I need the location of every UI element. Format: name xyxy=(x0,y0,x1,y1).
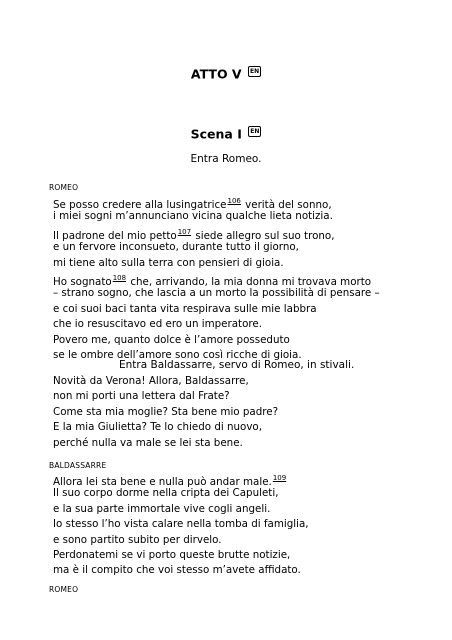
verse-line xyxy=(53,271,413,286)
verse-text: verità del sonno, xyxy=(241,199,332,211)
scene-english-link[interactable]: EN xyxy=(250,128,260,135)
speaker-romeo-next: ROMEO xyxy=(49,585,79,594)
stage-direction-enter-baldassarre: Entra Baldassarre, servo di Romeo, in stivali. xyxy=(119,359,355,371)
verse-line xyxy=(53,533,413,548)
verse-block-baldassarre xyxy=(53,471,413,579)
verse-line xyxy=(53,209,413,224)
verse-text: Io stesso l’ho vista calare nella tomba di famiglia, xyxy=(53,518,309,531)
verse-text: che io resuscitavo ed ero un imperatore. xyxy=(53,318,263,331)
verse-line xyxy=(53,436,413,451)
stage-direction-enter-romeo: Entra Romeo. xyxy=(190,153,262,165)
scene-heading xyxy=(0,126,452,143)
verse-text: E la mia Giulietta? Te lo chiedo di nuovo, xyxy=(53,421,263,434)
verse-line xyxy=(53,225,413,240)
act-title: ATTO V xyxy=(190,66,242,82)
act-heading xyxy=(0,66,452,83)
scene-title: Scena I xyxy=(190,126,242,142)
verse-line xyxy=(53,240,413,255)
verse-text: Il suo corpo dorme nella cripta dei Capuleti, xyxy=(53,487,279,500)
verse-line xyxy=(53,333,413,348)
verse-line xyxy=(53,256,413,271)
verse-block-romeo xyxy=(53,194,413,363)
verse-text: se le ombre dell’amore sono così ricche di gioia. xyxy=(53,348,302,361)
verse-line xyxy=(53,517,413,532)
verse-line xyxy=(53,471,413,486)
verse-line xyxy=(53,302,413,317)
verse-text: Allora lei sta bene e nulla può andar male. xyxy=(53,476,272,488)
verse-text: mi tiene alto sulla terra con pensieri di gioia. xyxy=(53,256,284,269)
act-english-link[interactable]: EN xyxy=(249,68,260,75)
verse-line xyxy=(53,286,413,301)
verse-text: – strano sogno, che lascia a un morto la possibilità di pensare – xyxy=(53,287,380,300)
verse-text: Ho sognato xyxy=(53,275,112,288)
verse-text: Povero me, quanto dolce è l’amore posseduto xyxy=(53,333,290,346)
verse-line xyxy=(53,420,413,435)
verse-line xyxy=(53,563,413,578)
verse-line xyxy=(53,389,413,404)
verse-text: perché nulla va male se lei sta bene. xyxy=(53,436,243,449)
verse-text: che, arrivando, la mia donna mi trovava morto xyxy=(127,275,372,288)
verse-line xyxy=(53,405,413,420)
footnote-link[interactable]: 109 xyxy=(272,474,287,482)
verse-text: Come sta mia moglie? Sta bene mio padre? xyxy=(53,405,279,418)
verse-text: siede allegro sul suo trono, xyxy=(192,229,335,242)
footnote-link[interactable]: 106 xyxy=(227,197,241,205)
verse-text: Perdonatemi se vi porto queste brutte notizie, xyxy=(53,548,291,561)
verse-block-romeo-cont xyxy=(53,358,413,451)
footnote-link[interactable]: 108 xyxy=(112,273,127,282)
verse-text: ma è il compito che voi stesso m’avete affidato. xyxy=(53,564,301,577)
verse-line xyxy=(53,486,413,501)
verse-line xyxy=(53,502,413,517)
verse-text: Se posso credere alla lusingatrice xyxy=(53,199,227,211)
speaker-romeo: ROMEO xyxy=(49,183,79,192)
verse-text: i miei sogni m’annunciano vicina qualche lieta notizia. xyxy=(53,210,333,223)
verse-line xyxy=(53,194,413,209)
footnote-link[interactable]: 107 xyxy=(177,227,192,236)
verse-text: e un fervore inconsueto, durante tutto il giorno, xyxy=(53,241,299,254)
verse-line xyxy=(53,374,413,389)
verse-text: e sono partito subito per dirvelo. xyxy=(53,533,222,546)
verse-text: non mi porti una lettera dal Frate? xyxy=(53,390,230,403)
verse-line xyxy=(53,317,413,332)
verse-line xyxy=(53,548,413,563)
verse-text: e la sua parte immortale vive cogli angeli. xyxy=(53,502,271,515)
verse-text: Il padrone del mio petto xyxy=(53,229,177,242)
speaker-baldassarre: BALDASSARRE xyxy=(49,461,107,470)
verse-text: Novità da Verona! Allora, Baldassarre, xyxy=(53,375,249,387)
verse-text: e coi suoi baci tanta vita respirava sulle mie labbra xyxy=(53,302,317,315)
